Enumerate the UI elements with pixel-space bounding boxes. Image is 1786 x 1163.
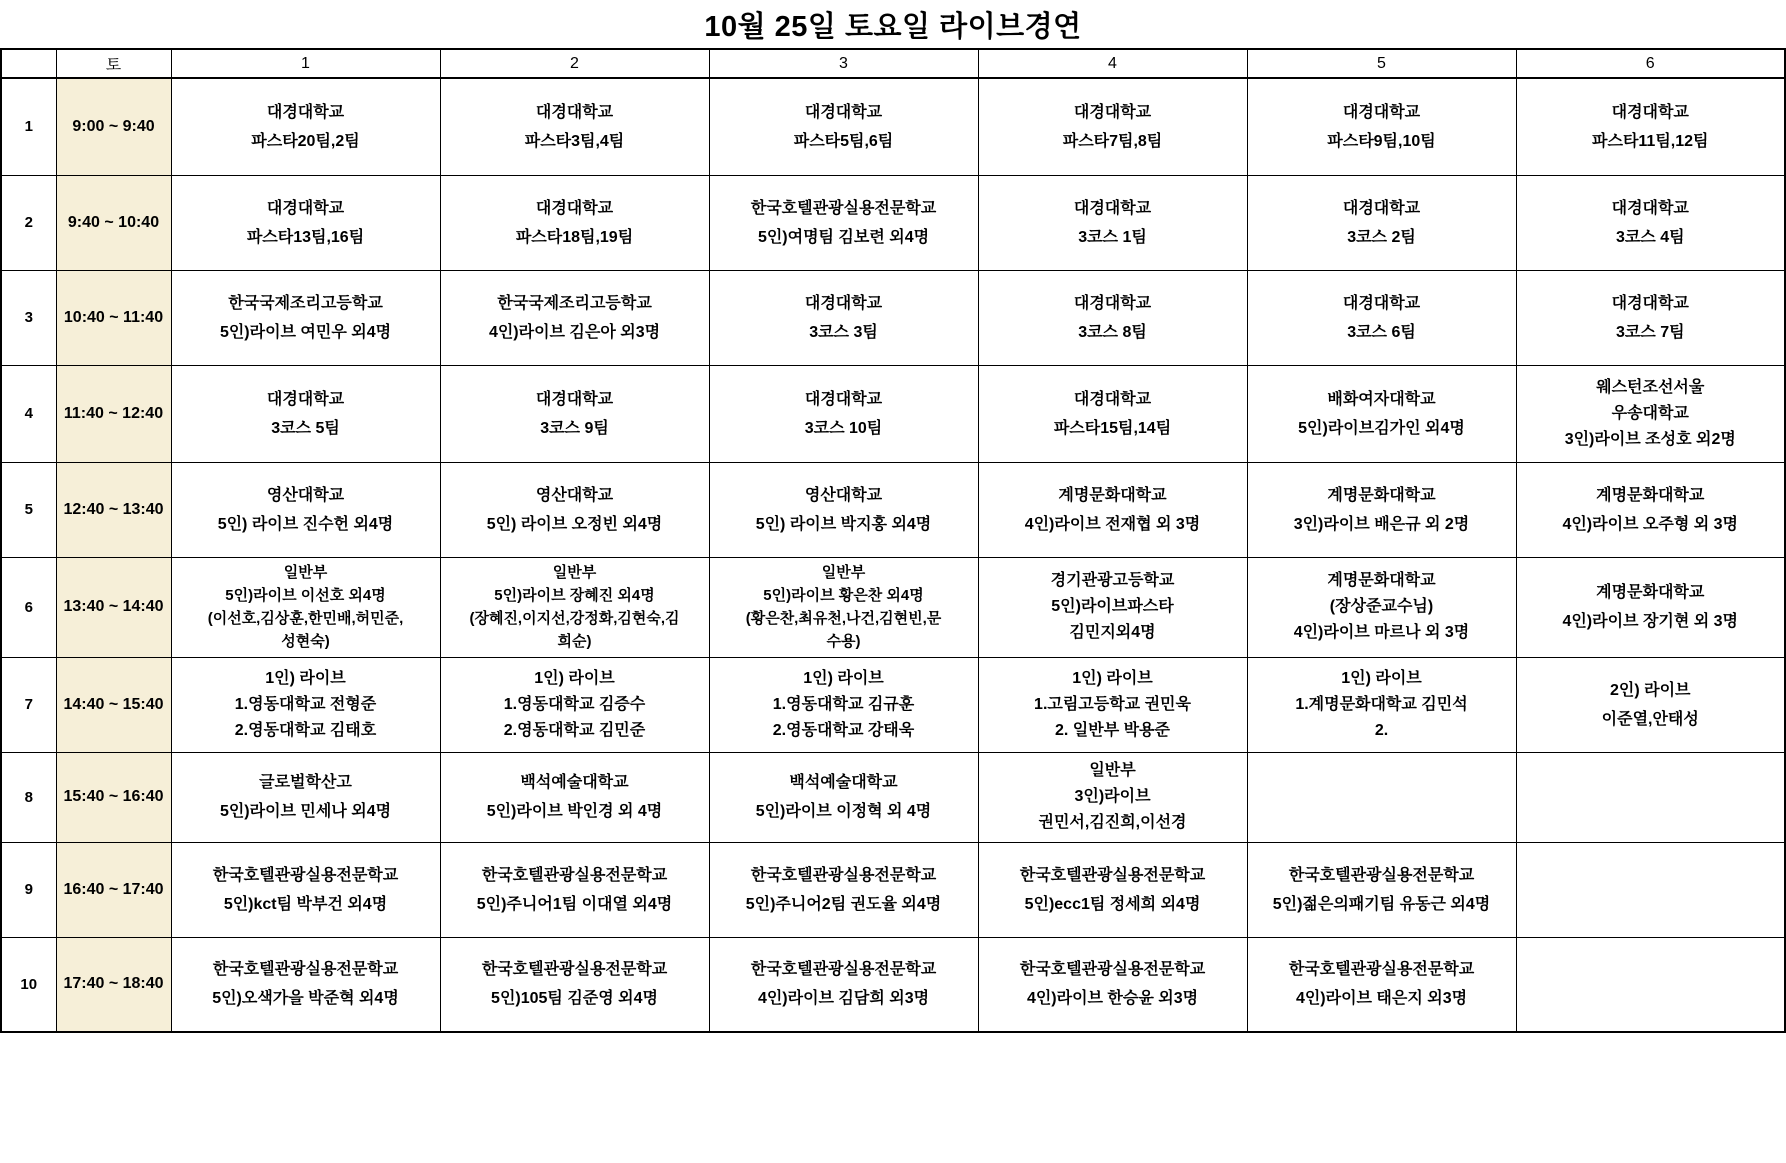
cell-line: 2인) 라이브 bbox=[1610, 681, 1691, 699]
cell-line: 일반부 bbox=[552, 564, 597, 581]
cell-line: 우송대학교 bbox=[1611, 404, 1689, 422]
cell-line: 대경대학교 bbox=[535, 199, 614, 217]
cell-line: 1.고림고등학교 권민욱 bbox=[1034, 695, 1191, 713]
schedule-cell bbox=[709, 270, 978, 365]
cell-line: 한국호텔관광실용전문학교 bbox=[212, 866, 399, 884]
column-header-5: 5 bbox=[1247, 49, 1516, 78]
cell-line: 대경대학교 bbox=[1073, 390, 1152, 408]
cell-line: 파스타5팀,6팀 bbox=[793, 132, 894, 150]
cell-line: 5인)라이브 민세나 외4명 bbox=[219, 803, 392, 820]
cell-line: 파스타15팀,14팀 bbox=[1053, 419, 1172, 437]
row-number: 3 bbox=[1, 270, 56, 365]
cell-line: (이선호,김상훈,한민배,허민준, bbox=[207, 610, 404, 627]
table-row bbox=[1, 270, 1785, 365]
cell-line: 대경대학교 bbox=[1073, 199, 1152, 217]
time-slot: 12:40 ~ 13:40 bbox=[56, 462, 171, 557]
row-number: 10 bbox=[1, 937, 56, 1032]
cell-line: 대경대학교 bbox=[1611, 294, 1689, 312]
schedule-cell bbox=[440, 270, 709, 365]
cell-line: 5인)라이브김가인 외4명 bbox=[1298, 419, 1465, 437]
column-header-6: 6 bbox=[1516, 49, 1785, 78]
cell-line: 파스타9팀,10팀 bbox=[1327, 132, 1436, 150]
cell-line: 2.영동대학교 김민준 bbox=[503, 721, 646, 739]
cell-line: 5인)주니어2팀 권도율 외4명 bbox=[745, 895, 942, 913]
row-number: 5 bbox=[1, 462, 56, 557]
schedule-cell bbox=[171, 78, 440, 175]
cell-line: 한국호텔관광실용전문학교 bbox=[1019, 961, 1206, 979]
schedule-cell bbox=[1247, 842, 1516, 937]
schedule-cell bbox=[171, 175, 440, 270]
cell-line: 한국호텔관광실용전문학교 bbox=[1288, 866, 1475, 884]
cell-line: 3코스 7팀 bbox=[1615, 323, 1685, 341]
schedule-cell bbox=[978, 842, 1247, 937]
schedule-cell bbox=[440, 78, 709, 175]
cell-line: 4인)라이브 김담희 외3명 bbox=[757, 990, 930, 1008]
schedule-cell bbox=[440, 175, 709, 270]
schedule-cell bbox=[440, 462, 709, 557]
row-number: 2 bbox=[1, 175, 56, 270]
schedule-cell bbox=[709, 462, 978, 557]
cell-line: 한국호텔관광실용전문학교 bbox=[750, 199, 937, 217]
schedule-cell bbox=[1247, 78, 1516, 175]
schedule-cell bbox=[440, 752, 709, 842]
cell-line: 5인)라이브 황은찬 외4명 bbox=[763, 587, 924, 604]
cell-line: 5인)젊은의패기팀 유동근 외4명 bbox=[1272, 895, 1491, 913]
cell-line: 한국호텔관광실용전문학교 bbox=[212, 961, 399, 979]
schedule-cell bbox=[1516, 270, 1785, 365]
schedule-cell bbox=[709, 657, 978, 752]
cell-line: 5인) 라이브 오정빈 외4명 bbox=[486, 515, 663, 533]
cell-line: 4인)라이브 오주형 외 3명 bbox=[1562, 515, 1739, 533]
schedule-cell bbox=[1516, 842, 1785, 937]
cell-line: (황은찬,최유천,나건,김현빈,문 bbox=[745, 610, 942, 627]
cell-line: 희순) bbox=[557, 633, 592, 650]
schedule-cell bbox=[709, 78, 978, 175]
table-row bbox=[1, 557, 1785, 657]
schedule-cell bbox=[440, 557, 709, 657]
schedule-cell bbox=[1247, 462, 1516, 557]
time-slot: 10:40 ~ 11:40 bbox=[56, 270, 171, 365]
schedule-cell bbox=[1247, 752, 1516, 842]
table-row bbox=[1, 657, 1785, 752]
cell-line: 1.영동대학교 김규훈 bbox=[772, 695, 915, 713]
header-row bbox=[1, 49, 1785, 78]
column-header-4: 4 bbox=[978, 49, 1247, 78]
row-number: 1 bbox=[1, 78, 56, 175]
schedule-cell bbox=[171, 937, 440, 1032]
cell-line: 대경대학교 bbox=[535, 103, 614, 121]
corner-cell bbox=[1, 49, 56, 78]
cell-line: 계명문화대학교 bbox=[1327, 572, 1436, 589]
schedule-cell bbox=[978, 557, 1247, 657]
cell-line: 대경대학교 bbox=[266, 390, 345, 408]
cell-line: 3코스 3팀 bbox=[809, 323, 878, 341]
schedule-cell bbox=[1247, 365, 1516, 462]
cell-line: 영산대학교 bbox=[535, 486, 614, 504]
time-slot: 15:40 ~ 16:40 bbox=[56, 752, 171, 842]
cell-line: 한국호텔관광실용전문학교 bbox=[1288, 961, 1475, 979]
time-slot: 9:40 ~ 10:40 bbox=[56, 175, 171, 270]
time-slot: 11:40 ~ 12:40 bbox=[56, 365, 171, 462]
cell-line: 이준열,안태성 bbox=[1601, 710, 1699, 728]
cell-line: 3인)라이브 조성호 외2명 bbox=[1564, 430, 1736, 448]
schedule-cell bbox=[171, 365, 440, 462]
cell-line: 한국호텔관광실용전문학교 bbox=[750, 961, 937, 979]
cell-line: 백석예술대학교 bbox=[520, 774, 629, 791]
cell-line: 배화여자대학교 bbox=[1327, 390, 1436, 408]
schedule-cell bbox=[440, 937, 709, 1032]
cell-line: 5인) 라이브 진수헌 외4명 bbox=[217, 515, 394, 533]
cell-line: 1인) 라이브 bbox=[1072, 669, 1153, 687]
schedule-cell bbox=[1516, 752, 1785, 842]
cell-line: 대경대학교 bbox=[804, 103, 883, 121]
schedule-cell bbox=[978, 78, 1247, 175]
cell-line: 파스타11팀,12팀 bbox=[1592, 132, 1709, 150]
cell-line: 계명문화대학교 bbox=[1327, 486, 1436, 504]
cell-line: 3코스 10팀 bbox=[804, 419, 883, 437]
cell-line: 파스타18팀,19팀 bbox=[515, 228, 634, 246]
cell-line: 5인)오색가을 박준혁 외4명 bbox=[212, 990, 399, 1008]
schedule-cell bbox=[171, 462, 440, 557]
schedule-cell bbox=[978, 752, 1247, 842]
schedule-cell bbox=[709, 842, 978, 937]
schedule-cell bbox=[171, 842, 440, 937]
cell-line: 4인)라이브 한승윤 외3명 bbox=[1026, 990, 1199, 1008]
cell-line: 대경대학교 bbox=[1342, 199, 1421, 217]
time-slot: 14:40 ~ 15:40 bbox=[56, 657, 171, 752]
cell-line: 파스타13팀,16팀 bbox=[246, 228, 365, 246]
column-header-1: 1 bbox=[171, 49, 440, 78]
cell-line: 4인)라이브 마르나 외 3명 bbox=[1293, 624, 1470, 641]
schedule-body bbox=[1, 78, 1785, 1032]
row-number: 4 bbox=[1, 365, 56, 462]
schedule-cell bbox=[978, 937, 1247, 1032]
schedule-cell bbox=[440, 842, 709, 937]
table-row bbox=[1, 842, 1785, 937]
schedule-cell bbox=[1247, 937, 1516, 1032]
time-slot: 9:00 ~ 9:40 bbox=[56, 78, 171, 175]
schedule-cell bbox=[709, 937, 978, 1032]
table-row bbox=[1, 175, 1785, 270]
cell-line: 파스타3팀,4팀 bbox=[524, 132, 625, 150]
cell-line: 2. bbox=[1374, 721, 1389, 739]
row-number: 8 bbox=[1, 752, 56, 842]
cell-line: 백석예술대학교 bbox=[789, 774, 898, 791]
schedule-cell bbox=[1516, 78, 1785, 175]
schedule-cell bbox=[171, 270, 440, 365]
day-header: 토 bbox=[56, 49, 171, 78]
schedule-cell bbox=[1516, 175, 1785, 270]
schedule-table bbox=[0, 48, 1786, 1033]
cell-line: 5인)라이브 장혜진 외4명 bbox=[494, 587, 655, 604]
cell-line: 3코스 4팀 bbox=[1615, 228, 1685, 246]
row-number: 7 bbox=[1, 657, 56, 752]
table-row bbox=[1, 462, 1785, 557]
cell-line: 5인)라이브 이정혁 외 4명 bbox=[755, 803, 932, 820]
table-row bbox=[1, 78, 1785, 175]
schedule-cell bbox=[440, 365, 709, 462]
cell-line: (장혜진,이지선,강정화,김현숙,김 bbox=[469, 610, 680, 627]
cell-line: 대경대학교 bbox=[1342, 294, 1421, 312]
schedule-cell bbox=[978, 657, 1247, 752]
cell-line: 1.영동대학교 전형준 bbox=[234, 695, 377, 713]
time-slot: 13:40 ~ 14:40 bbox=[56, 557, 171, 657]
schedule-cell bbox=[709, 752, 978, 842]
cell-line: 대경대학교 bbox=[1073, 103, 1152, 121]
schedule-cell bbox=[171, 657, 440, 752]
schedule-cell bbox=[1516, 462, 1785, 557]
schedule-cell bbox=[171, 557, 440, 657]
cell-line: 2.영동대학교 강태욱 bbox=[772, 721, 915, 739]
schedule-cell bbox=[440, 657, 709, 752]
cell-line: 일반부 bbox=[1089, 762, 1136, 779]
cell-line: 대경대학교 bbox=[1611, 199, 1689, 217]
schedule-cell bbox=[171, 752, 440, 842]
cell-line: 영산대학교 bbox=[804, 486, 883, 504]
cell-line: 5인) 라이브 박지홍 외4명 bbox=[755, 515, 932, 533]
cell-line: 계명문화대학교 bbox=[1596, 584, 1705, 601]
cell-line: 3인)라이브 배은규 외 2명 bbox=[1293, 515, 1470, 533]
cell-line: 5인)라이브 박인경 외 4명 bbox=[486, 803, 663, 820]
table-row bbox=[1, 365, 1785, 462]
cell-line: 한국호텔관광실용전문학교 bbox=[750, 866, 937, 884]
cell-line: 5인)라이브파스타 bbox=[1051, 598, 1174, 615]
cell-line: 1인) 라이브 bbox=[803, 669, 884, 687]
cell-line: 대경대학교 bbox=[1342, 103, 1421, 121]
cell-line: 2.영동대학교 김태호 bbox=[234, 721, 377, 739]
schedule-cell bbox=[1247, 557, 1516, 657]
cell-line: 2. 일반부 박용준 bbox=[1055, 721, 1170, 739]
cell-line: 계명문화대학교 bbox=[1596, 486, 1705, 504]
cell-line: 대경대학교 bbox=[535, 390, 614, 408]
schedule-cell bbox=[1247, 270, 1516, 365]
schedule-cell bbox=[1247, 657, 1516, 752]
cell-line: 웨스턴조선서울 bbox=[1596, 378, 1705, 396]
schedule-cell bbox=[709, 175, 978, 270]
schedule-cell bbox=[978, 462, 1247, 557]
cell-line: 5인)ecc1팀 정세희 외4명 bbox=[1024, 895, 1201, 913]
cell-line: 글로벌학산고 bbox=[259, 774, 352, 791]
cell-line: 일반부 bbox=[283, 564, 328, 581]
cell-line: 경기관광고등학교 bbox=[1050, 572, 1175, 589]
cell-line: 3코스 9팀 bbox=[540, 419, 609, 437]
schedule-cell bbox=[1516, 937, 1785, 1032]
cell-line: 한국국제조리고등학교 bbox=[228, 294, 383, 312]
cell-line: 5인)라이브 여민우 외4명 bbox=[219, 323, 392, 341]
cell-line: 5인)주니어1팀 이대열 외4명 bbox=[476, 895, 673, 913]
cell-line: 1인) 라이브 bbox=[534, 669, 615, 687]
cell-line: 한국호텔관광실용전문학교 bbox=[481, 961, 668, 979]
cell-line: 4인)라이브 장기현 외 3명 bbox=[1562, 613, 1739, 630]
schedule-cell bbox=[709, 365, 978, 462]
cell-line: 1인) 라이브 bbox=[265, 669, 346, 687]
cell-line: 대경대학교 bbox=[804, 294, 883, 312]
cell-line: 4인)라이브 태은지 외3명 bbox=[1295, 990, 1468, 1008]
cell-line: 3코스 6팀 bbox=[1347, 323, 1416, 341]
cell-line: 성현숙) bbox=[281, 633, 330, 650]
cell-line: 권민서,김진희,이선경 bbox=[1038, 814, 1187, 831]
cell-line: 5인)여명팀 김보련 외4명 bbox=[757, 228, 930, 246]
column-header-2: 2 bbox=[440, 49, 709, 78]
schedule-cell bbox=[1516, 365, 1785, 462]
cell-line: 5인)라이브 이선호 외4명 bbox=[225, 587, 386, 604]
page-title: 10월 25일 토요일 라이브경연 bbox=[704, 10, 1082, 43]
cell-line: 3코스 1팀 bbox=[1078, 228, 1147, 246]
cell-line: 대경대학교 bbox=[804, 390, 883, 408]
cell-line: 5인)kct팀 박부건 외4명 bbox=[223, 895, 388, 913]
schedule-cell bbox=[1516, 557, 1785, 657]
cell-line: 수용) bbox=[826, 633, 861, 650]
cell-line: (장상준교수님) bbox=[1329, 598, 1434, 615]
time-slot: 17:40 ~ 18:40 bbox=[56, 937, 171, 1032]
cell-line: 김민지외4명 bbox=[1069, 624, 1156, 641]
cell-line: 영산대학교 bbox=[266, 486, 345, 504]
table-row bbox=[1, 937, 1785, 1032]
cell-line: 4인)라이브 김은아 외3명 bbox=[488, 323, 661, 341]
cell-line: 계명문화대학교 bbox=[1058, 486, 1167, 504]
cell-line: 대경대학교 bbox=[266, 103, 345, 121]
cell-line: 파스타20팀,2팀 bbox=[251, 132, 360, 150]
cell-line: 일반부 bbox=[821, 564, 866, 581]
cell-line: 1.계명문화대학교 김민석 bbox=[1295, 695, 1468, 713]
cell-line: 대경대학교 bbox=[1073, 294, 1152, 312]
schedule-cell bbox=[1247, 175, 1516, 270]
cell-line: 4인)라이브 전재협 외 3명 bbox=[1024, 515, 1201, 533]
cell-line: 한국국제조리고등학교 bbox=[497, 294, 652, 312]
cell-line: 3코스 5팀 bbox=[271, 419, 340, 437]
cell-line: 대경대학교 bbox=[266, 199, 345, 217]
cell-line: 3코스 8팀 bbox=[1078, 323, 1147, 341]
schedule-cell bbox=[978, 270, 1247, 365]
schedule-cell bbox=[1516, 657, 1785, 752]
column-header-3: 3 bbox=[709, 49, 978, 78]
cell-line: 1.영동대학교 김증수 bbox=[503, 695, 646, 713]
cell-line: 파스타7팀,8팀 bbox=[1062, 132, 1163, 150]
schedule-cell bbox=[709, 557, 978, 657]
cell-line: 3인)라이브 bbox=[1074, 788, 1151, 805]
schedule-cell bbox=[978, 365, 1247, 462]
time-slot: 16:40 ~ 17:40 bbox=[56, 842, 171, 937]
cell-line: 1인) 라이브 bbox=[1341, 669, 1422, 687]
row-number: 9 bbox=[1, 842, 56, 937]
row-number: 6 bbox=[1, 557, 56, 657]
cell-line: 3코스 2팀 bbox=[1347, 228, 1416, 246]
table-row bbox=[1, 752, 1785, 842]
cell-line: 한국호텔관광실용전문학교 bbox=[481, 866, 668, 884]
cell-line: 5인)105팀 김준영 외4명 bbox=[491, 990, 658, 1008]
cell-line: 대경대학교 bbox=[1611, 103, 1689, 121]
schedule-cell bbox=[978, 175, 1247, 270]
cell-line: 한국호텔관광실용전문학교 bbox=[1019, 866, 1206, 884]
